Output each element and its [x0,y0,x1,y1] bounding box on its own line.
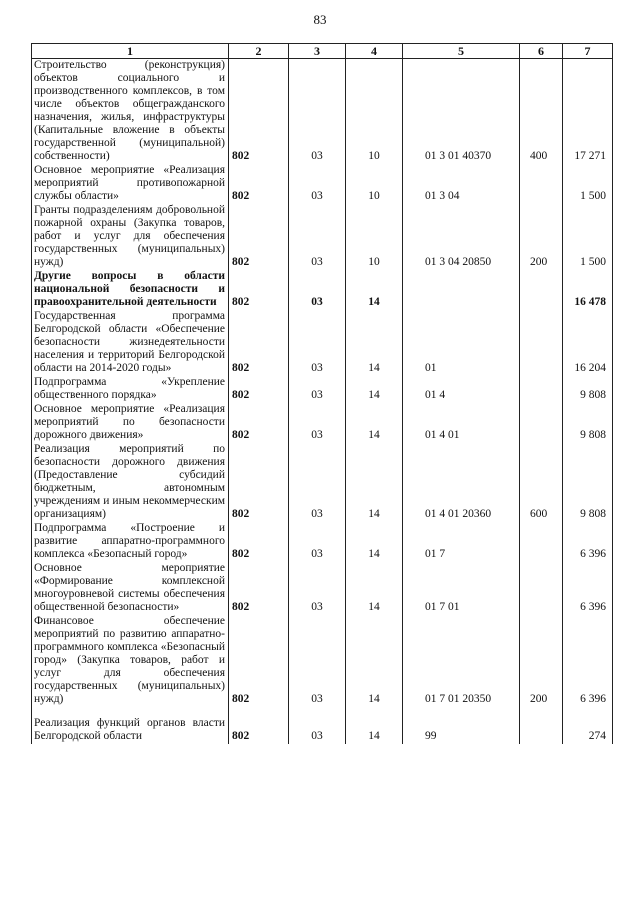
row-csr: 99 [403,707,520,744]
row-pr: 14 [346,522,403,562]
row-vr [520,270,563,310]
table-row [32,204,613,270]
row-sum: 1 500 [563,204,613,270]
row-ved: 802 [229,310,289,376]
row-csr: 01 4 [403,376,520,403]
row-rz: 03 [289,310,346,376]
row-ved: 802 [229,522,289,562]
row-rz: 03 [289,522,346,562]
row-vr [520,164,563,204]
row-csr: 01 4 01 20360 [403,443,520,522]
table-row [32,562,613,615]
row-csr: 01 3 01 40370 [403,59,520,165]
row-sum: 17 271 [563,59,613,165]
table-row [32,376,613,403]
row-sum: 16 478 [563,270,613,310]
row-name: Подпрограмма «Укрепление общественного порядка» [32,376,229,403]
row-csr: 01 3 04 20850 [403,204,520,270]
col-header-csr: 5 [403,44,520,59]
col-header-vr: 6 [520,44,563,59]
row-name: Основное мероприятие «Реализация мероприятий противопожарной службы области» [32,164,229,204]
row-rz: 03 [289,204,346,270]
row-rz: 03 [289,443,346,522]
row-sum: 6 396 [563,562,613,615]
row-rz: 03 [289,403,346,443]
row-rz: 03 [289,164,346,204]
row-name: Реализация функций органов власти Белгородской области [32,707,229,744]
row-name: Основное мероприятие «Формирование комплексной многоуровневой системы обеспечения общественной безопасности» [32,562,229,615]
row-name: Строительство (реконструкция) объектов социального и производственного комплексов, в том числе объектов общегражданского назначения, жилья, инфраструктуры (Капитальные вложение в объекты государственной (муниципальной) собственности) [32,59,229,165]
row-pr: 14 [346,403,403,443]
row-csr: 01 [403,310,520,376]
row-vr [520,707,563,744]
row-rz: 03 [289,615,346,707]
row-vr [520,562,563,615]
row-sum: 6 396 [563,615,613,707]
table-row [32,522,613,562]
row-sum: 6 396 [563,522,613,562]
row-sum: 9 808 [563,376,613,403]
row-vr [520,403,563,443]
row-pr: 10 [346,59,403,165]
row-ved: 802 [229,615,289,707]
row-vr: 600 [520,443,563,522]
row-rz: 03 [289,562,346,615]
row-ved: 802 [229,403,289,443]
header-row [32,44,613,59]
row-pr: 14 [346,310,403,376]
row-csr: 01 3 04 [403,164,520,204]
table-row [32,707,613,744]
row-csr: 01 7 01 20350 [403,615,520,707]
budget-table [31,43,613,744]
table-row [32,164,613,204]
table-row [32,403,613,443]
table-row [32,615,613,707]
col-header-rz: 3 [289,44,346,59]
row-name: Основное мероприятие «Реализация мероприятий по безопасности дорожного движения» [32,403,229,443]
row-rz: 03 [289,707,346,744]
table-row [32,59,613,165]
row-vr: 200 [520,615,563,707]
col-header-sum: 7 [563,44,613,59]
page-number: 83 [313,12,327,27]
row-ved: 802 [229,562,289,615]
row-pr: 14 [346,707,403,744]
table-row [32,443,613,522]
row-ved: 802 [229,270,289,310]
row-csr: 01 4 01 [403,403,520,443]
row-sum: 9 808 [563,403,613,443]
row-name: Другие вопросы в области национальной безопасности и правоохранительной деятельности [32,270,229,310]
row-vr [520,376,563,403]
row-csr: 01 7 [403,522,520,562]
row-pr: 10 [346,204,403,270]
col-header-name: 1 [32,44,229,59]
table-row [32,270,613,310]
table-row [32,310,613,376]
row-ved: 802 [229,443,289,522]
row-name: Реализация мероприятий по безопасности дорожного движения (Предоставление субсидий бюджетным, автономным учреждениям и иным некоммерческим организациям) [32,443,229,522]
row-vr: 400 [520,59,563,165]
row-sum: 9 808 [563,443,613,522]
row-pr: 14 [346,443,403,522]
row-pr: 14 [346,376,403,403]
row-vr [520,310,563,376]
row-ved: 802 [229,164,289,204]
col-header-ved: 2 [229,44,289,59]
row-csr [403,270,520,310]
row-pr: 14 [346,562,403,615]
row-ved: 802 [229,707,289,744]
row-pr: 10 [346,164,403,204]
row-sum: 1 500 [563,164,613,204]
table-body [32,59,613,745]
row-rz: 03 [289,270,346,310]
row-pr: 14 [346,615,403,707]
row-vr: 200 [520,204,563,270]
row-name: Подпрограмма «Построение и развитие аппаратно-программного комплекса «Безопасный город» [32,522,229,562]
row-sum: 16 204 [563,310,613,376]
row-ved: 802 [229,376,289,403]
col-header-pr: 4 [346,44,403,59]
row-name: Гранты подразделениям добровольной пожарной охраны (Закупка товаров, работ и услуг для обеспечения государственных (муниципальных) нужд) [32,204,229,270]
row-name: Финансовое обеспечение мероприятий по развитию аппаратно-программного комплекса «Безопасный город» (Закупка товаров, работ и услуг для обеспечения государственных (муниципальных) нужд) [32,615,229,707]
row-pr: 14 [346,270,403,310]
table-header [32,44,613,59]
row-ved: 802 [229,59,289,165]
row-csr: 01 7 01 [403,562,520,615]
row-ved: 802 [229,204,289,270]
row-sum: 274 [563,707,613,744]
row-rz: 03 [289,376,346,403]
row-vr [520,522,563,562]
row-rz: 03 [289,59,346,165]
row-name: Государственная программа Белгородской области «Обеспечение безопасности жизнедеятельности населения и территорий Белгородской области на 2014-2020 годы» [32,310,229,376]
